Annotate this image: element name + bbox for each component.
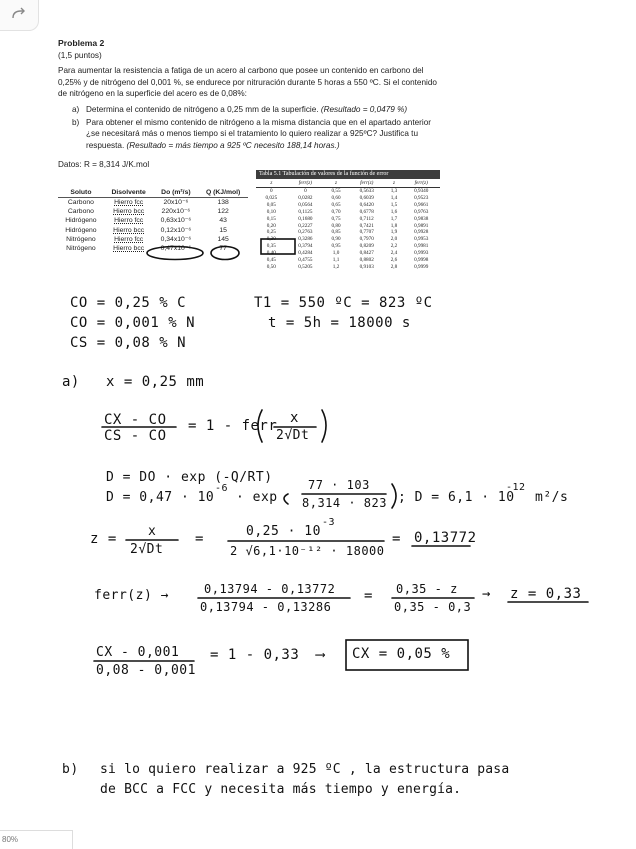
erf-cell: 0,9763 — [414, 208, 429, 215]
erf-header: ferr(z) — [402, 179, 440, 188]
hw-t1: T1 = 550 ºC = 823 ºC — [254, 295, 433, 311]
hw-cx-arrow: ⟶ — [316, 647, 325, 663]
erf-cell: 0,05 — [266, 201, 276, 208]
hw-cx-res: CX = 0,05 % — [352, 646, 451, 662]
hw-z-num2-exp: -3 — [322, 517, 336, 528]
erf-cell: 0 — [304, 188, 307, 194]
erf-cell: 0,9953 — [414, 236, 429, 243]
erf-cell: 0,9661 — [414, 201, 429, 208]
hw-z-eq2: = — [392, 531, 401, 547]
diffusion-cell: 43 — [219, 217, 227, 225]
redo-button[interactable] — [0, 0, 39, 31]
hw-b-line1: si lo quiero realizar a 925 ºC , la estructura pasa — [100, 762, 510, 777]
erf-table-title: Tabla 5.1 Tabulación de valores de la función de error — [256, 170, 440, 179]
erf-cell: 0,025 — [265, 194, 278, 201]
diffusion-cell: 0,63x10⁻⁶ — [160, 217, 192, 225]
erf-row — [256, 229, 440, 236]
diffusion-cell: Hierro fcc — [114, 199, 144, 206]
diffusion-cell: Hierro fcc — [114, 217, 144, 225]
hw-co: CO = 0,25 % C — [70, 295, 187, 311]
erf-cell: 0,5633 — [359, 188, 374, 194]
erf-cell: 1,2 — [332, 263, 340, 270]
hw-cx-den: 0,08 - 0,001 — [96, 663, 196, 678]
zoom-level: 80% — [2, 835, 19, 844]
diffusion-cell: Hierro fcc — [114, 235, 144, 243]
hw-d2-exp2: -12 — [506, 482, 526, 493]
erf-table — [256, 170, 440, 278]
erf-cell: 2,6 — [390, 257, 398, 264]
erf-cell: 0,7970 — [359, 236, 374, 243]
erf-cell: 0,85 — [331, 229, 341, 236]
erf-cell: 0,2763 — [298, 229, 313, 236]
erf-cell: 0,9928 — [414, 229, 429, 236]
erf-row — [256, 195, 440, 202]
erf-row — [256, 257, 440, 264]
diffusion-cell: 0,34x10⁻⁶ — [160, 235, 192, 243]
hw-ferr-eq2-num: 0,35 - z — [396, 582, 458, 596]
hw-z-res: 0,13772 — [414, 530, 477, 546]
erf-cell: 2,8 — [390, 263, 398, 270]
erf-cell: 1,5 — [390, 201, 398, 208]
erf-row — [256, 223, 440, 230]
erf-row — [256, 264, 440, 271]
erf-cell: 0,9103 — [359, 263, 374, 270]
diffusion-cell: Carbono — [67, 199, 94, 206]
hw-ferr-arrow: → — [482, 586, 491, 602]
diffusion-cell: 20x10⁻⁶ — [163, 199, 189, 206]
erf-cell: 0,70 — [331, 208, 341, 215]
question-b-label: b) — [72, 117, 80, 127]
erf-cell: 1,3 — [390, 188, 398, 194]
diffusion-row — [58, 216, 248, 225]
erf-row — [256, 188, 440, 195]
erf-cell: 2,4 — [390, 250, 398, 257]
hw-ferr-eq: = — [364, 588, 373, 604]
question-b — [72, 117, 438, 152]
diffusion-cell: Nitrógeno — [66, 245, 96, 253]
diffusion-row — [58, 198, 248, 208]
erf-cell: 0,9523 — [414, 194, 429, 201]
diffusion-cell: 122 — [217, 208, 229, 216]
datos: Datos: R = 8,314 J/K.mol — [58, 160, 150, 170]
hw-co2: CO = 0,001 % N — [70, 315, 196, 331]
diffusion-cell: 0,12x10⁻⁶ — [160, 226, 192, 234]
erf-row — [256, 202, 440, 209]
erf-cell: 1,8 — [390, 222, 398, 229]
hw-ferr-den: 0,13794 - 0,13286 — [200, 600, 332, 614]
erf-cell: 0,9993 — [414, 250, 429, 257]
erf-cell: 1,9 — [390, 229, 398, 236]
erf-cell: 0,30 — [266, 236, 276, 243]
erf-cell: 0,4284 — [298, 250, 313, 257]
hw-cx-num: CX - 0,001 — [96, 645, 180, 660]
erf-cell: 0,90 — [331, 236, 341, 243]
erf-cell: 0,50 — [266, 263, 276, 270]
hw-cs: CS = 0,08 % N — [70, 335, 187, 351]
problem-points: (1,5 puntos) — [58, 50, 102, 60]
hw-z-den: 2√Dt — [130, 542, 164, 557]
erf-cell: 2,2 — [390, 243, 398, 250]
erf-cell: 0,9340 — [414, 188, 429, 194]
hw-frac-den: CS - CO — [104, 428, 167, 444]
diffusion-cell: Carbono — [67, 208, 94, 216]
hw-x: x = 0,25 mm — [106, 374, 205, 390]
hw-d2-den: 8,314 · 823 — [302, 496, 387, 510]
diffusion-cell: 15 — [219, 226, 227, 234]
problem-statement — [58, 38, 438, 171]
problem-intro: Para aumentar la resistencia a fatiga de un acero al carbono que posee un contenido en carbono del 0,25% y de nitrógeno del 0,001 %, se endurece por nitruración durante 5 horas a 550 ºC. Si el contenido de nitrógeno en la superficie del acero es de 0,08%: — [58, 66, 437, 99]
hw-d2-unit: m²/s — [535, 490, 569, 505]
erf-cell: 0,65 — [331, 201, 341, 208]
erf-cell: 2,0 — [390, 236, 398, 243]
hand-circles — [58, 236, 258, 266]
hw-b-label: b) — [62, 762, 79, 777]
erf-cell: 0,8427 — [359, 250, 374, 257]
erf-cell: 0,7707 — [359, 229, 374, 236]
hw-z-eq: = — [195, 531, 204, 547]
erf-cell: 0,9981 — [414, 243, 429, 250]
col-disolvente: Disolvente — [104, 188, 154, 198]
hw-erf-den: 2√Dt — [276, 428, 310, 443]
hw-a-label: a) — [62, 374, 80, 390]
diffusion-row — [58, 226, 248, 235]
erf-cell: 0,6778 — [359, 208, 374, 215]
erf-cell: 0,0282 — [298, 194, 313, 201]
erf-cell: 1,7 — [390, 215, 398, 222]
erf-cell: 0,6420 — [359, 201, 374, 208]
erf-cell: 0,8802 — [359, 257, 374, 264]
erf-cell: 0,95 — [331, 243, 341, 250]
erf-cell: 0,8209 — [359, 243, 374, 250]
hw-d2-right: ; D = 6,1 · 10 — [398, 490, 515, 505]
question-b-result: (Resultado = más tiempo a 925 ºC necesito 188,14 horas.) — [126, 140, 340, 150]
diffusion-cell: 0,47x10⁻⁶ — [160, 245, 192, 253]
erf-header: ferr(z) — [287, 179, 324, 188]
redo-icon — [9, 6, 29, 24]
erf-cell: 0,9998 — [414, 257, 429, 264]
hw-ferr-num: 0,13794 - 0,13772 — [204, 582, 336, 596]
diffusion-cell: 138 — [217, 199, 229, 206]
erf-cell: 0,3286 — [298, 236, 313, 243]
erf-cell: 1,4 — [390, 194, 398, 201]
hw-ferr-left: ferr(z) → — [94, 588, 169, 603]
diffusion-cell: Hidrógeno — [65, 217, 97, 225]
diffusion-cell: 77 — [219, 245, 227, 253]
erf-cell: 0,9838 — [414, 215, 429, 222]
erf-cell: 0,20 — [266, 222, 276, 229]
erf-cell: 0,9891 — [414, 222, 429, 229]
hw-z-num: x — [148, 524, 157, 539]
erf-cell: 0,2227 — [298, 222, 313, 229]
erf-cell: 0,9999 — [414, 263, 429, 270]
erf-cell: 0,1125 — [298, 208, 313, 215]
hw-b-line2: de BCC a FCC y necesita más tiempo y energía. — [100, 782, 462, 797]
erf-cell: 0,40 — [266, 250, 276, 257]
diffusion-cell: Hierro bcc — [113, 245, 145, 253]
diffusion-cell: Hidrógeno — [65, 226, 97, 234]
hw-frac-num: CX - CO — [104, 412, 167, 428]
erf-header: z — [324, 179, 348, 188]
erf-cell: 0 — [270, 188, 273, 194]
diffusion-cell: Nitrógeno — [66, 235, 96, 243]
erf-cell: 0,0564 — [298, 201, 313, 208]
hw-z-left: z = — [90, 531, 117, 547]
hw-z-den2: 2 √6,1·10⁻¹² · 18000 — [230, 544, 385, 558]
erf-cell: 0,15 — [266, 215, 276, 222]
erf-cell: 0,4755 — [298, 257, 313, 264]
hw-d2-exp1: -6 — [215, 483, 229, 494]
hw-d2-mid: · exp — [236, 490, 278, 505]
hw-d2-num: 77 · 103 — [308, 478, 370, 492]
erf-cell: 0,60 — [331, 194, 341, 201]
erf-cell: 1,6 — [390, 208, 398, 215]
hw-eq-mid: = 1 - ferr — [188, 418, 278, 434]
erf-cell: 1,1 — [332, 257, 340, 264]
hw-d1: D = DO · exp (-Q/RT) — [106, 470, 273, 485]
erf-row — [256, 209, 440, 216]
problem-title: Problema 2 — [58, 38, 105, 48]
erf-cell: 0,55 — [331, 188, 341, 194]
diffusion-cell: Hierro bcc — [113, 226, 145, 234]
erf-header: z — [385, 179, 402, 188]
col-soluto: Soluto — [58, 188, 104, 198]
erf-cell: 0,1680 — [298, 215, 313, 222]
erf-cell: 0,7112 — [359, 215, 374, 222]
question-b-text: Para obtener el mismo contenido de nitrógeno a la misma distancia que en el apartado anterior ¿se necesitará más o menos tiempo si el tratamiento lo quiero realizar a 925ºC? Justifica tu respuesta. — [86, 117, 431, 150]
erf-row — [256, 216, 440, 223]
erf-cell: 0,5205 — [298, 263, 313, 270]
col-q: Q (KJ/mol) — [198, 188, 248, 198]
erf-cell: 0,45 — [266, 257, 276, 264]
hw-cx-mid: = 1 - 0,33 — [210, 647, 300, 663]
erf-header: z — [256, 179, 287, 188]
erf-header: ferr(z) — [348, 179, 385, 188]
erf-cell: 0,80 — [331, 222, 341, 229]
hw-z-num2: 0,25 · 10 — [246, 524, 321, 539]
hw-t: t = 5h = 18000 s — [268, 315, 411, 331]
col-do: Do (m²/s) — [154, 188, 199, 198]
hw-d2-left: D = 0,47 · 10 — [106, 490, 215, 505]
diffusion-cell: 220x10⁻⁶ — [161, 208, 191, 216]
question-a — [72, 104, 438, 116]
erf-cell: 1,0 — [332, 250, 340, 257]
hw-erf-num: x — [290, 410, 299, 426]
question-a-text: Determina el contenido de nitrógeno a 0,25 mm de la superficie. — [86, 104, 321, 114]
hw-ferr-eq2-den: 0,35 - 0,3 — [394, 600, 472, 614]
zoom-indicator[interactable] — [0, 830, 73, 849]
diffusion-row — [58, 207, 248, 216]
erf-cell: 0,10 — [266, 208, 276, 215]
question-a-result: (Resultado = 0,0479 %) — [320, 104, 408, 114]
diffusion-cell: 145 — [217, 235, 229, 243]
erf-cell: 0,7421 — [359, 222, 374, 229]
erf-cell: 0,25 — [266, 229, 276, 236]
question-a-label: a) — [72, 104, 80, 114]
erf-cell: 0,75 — [331, 215, 341, 222]
erf-cell: 0,35 — [266, 243, 276, 250]
diffusion-cell: Hierro bcc — [113, 208, 145, 216]
hand-box — [260, 238, 300, 258]
hw-ferr-res: z = 0,33 — [510, 586, 582, 602]
erf-cell: 0,3794 — [298, 243, 313, 250]
erf-cell: 0,6039 — [359, 194, 374, 201]
